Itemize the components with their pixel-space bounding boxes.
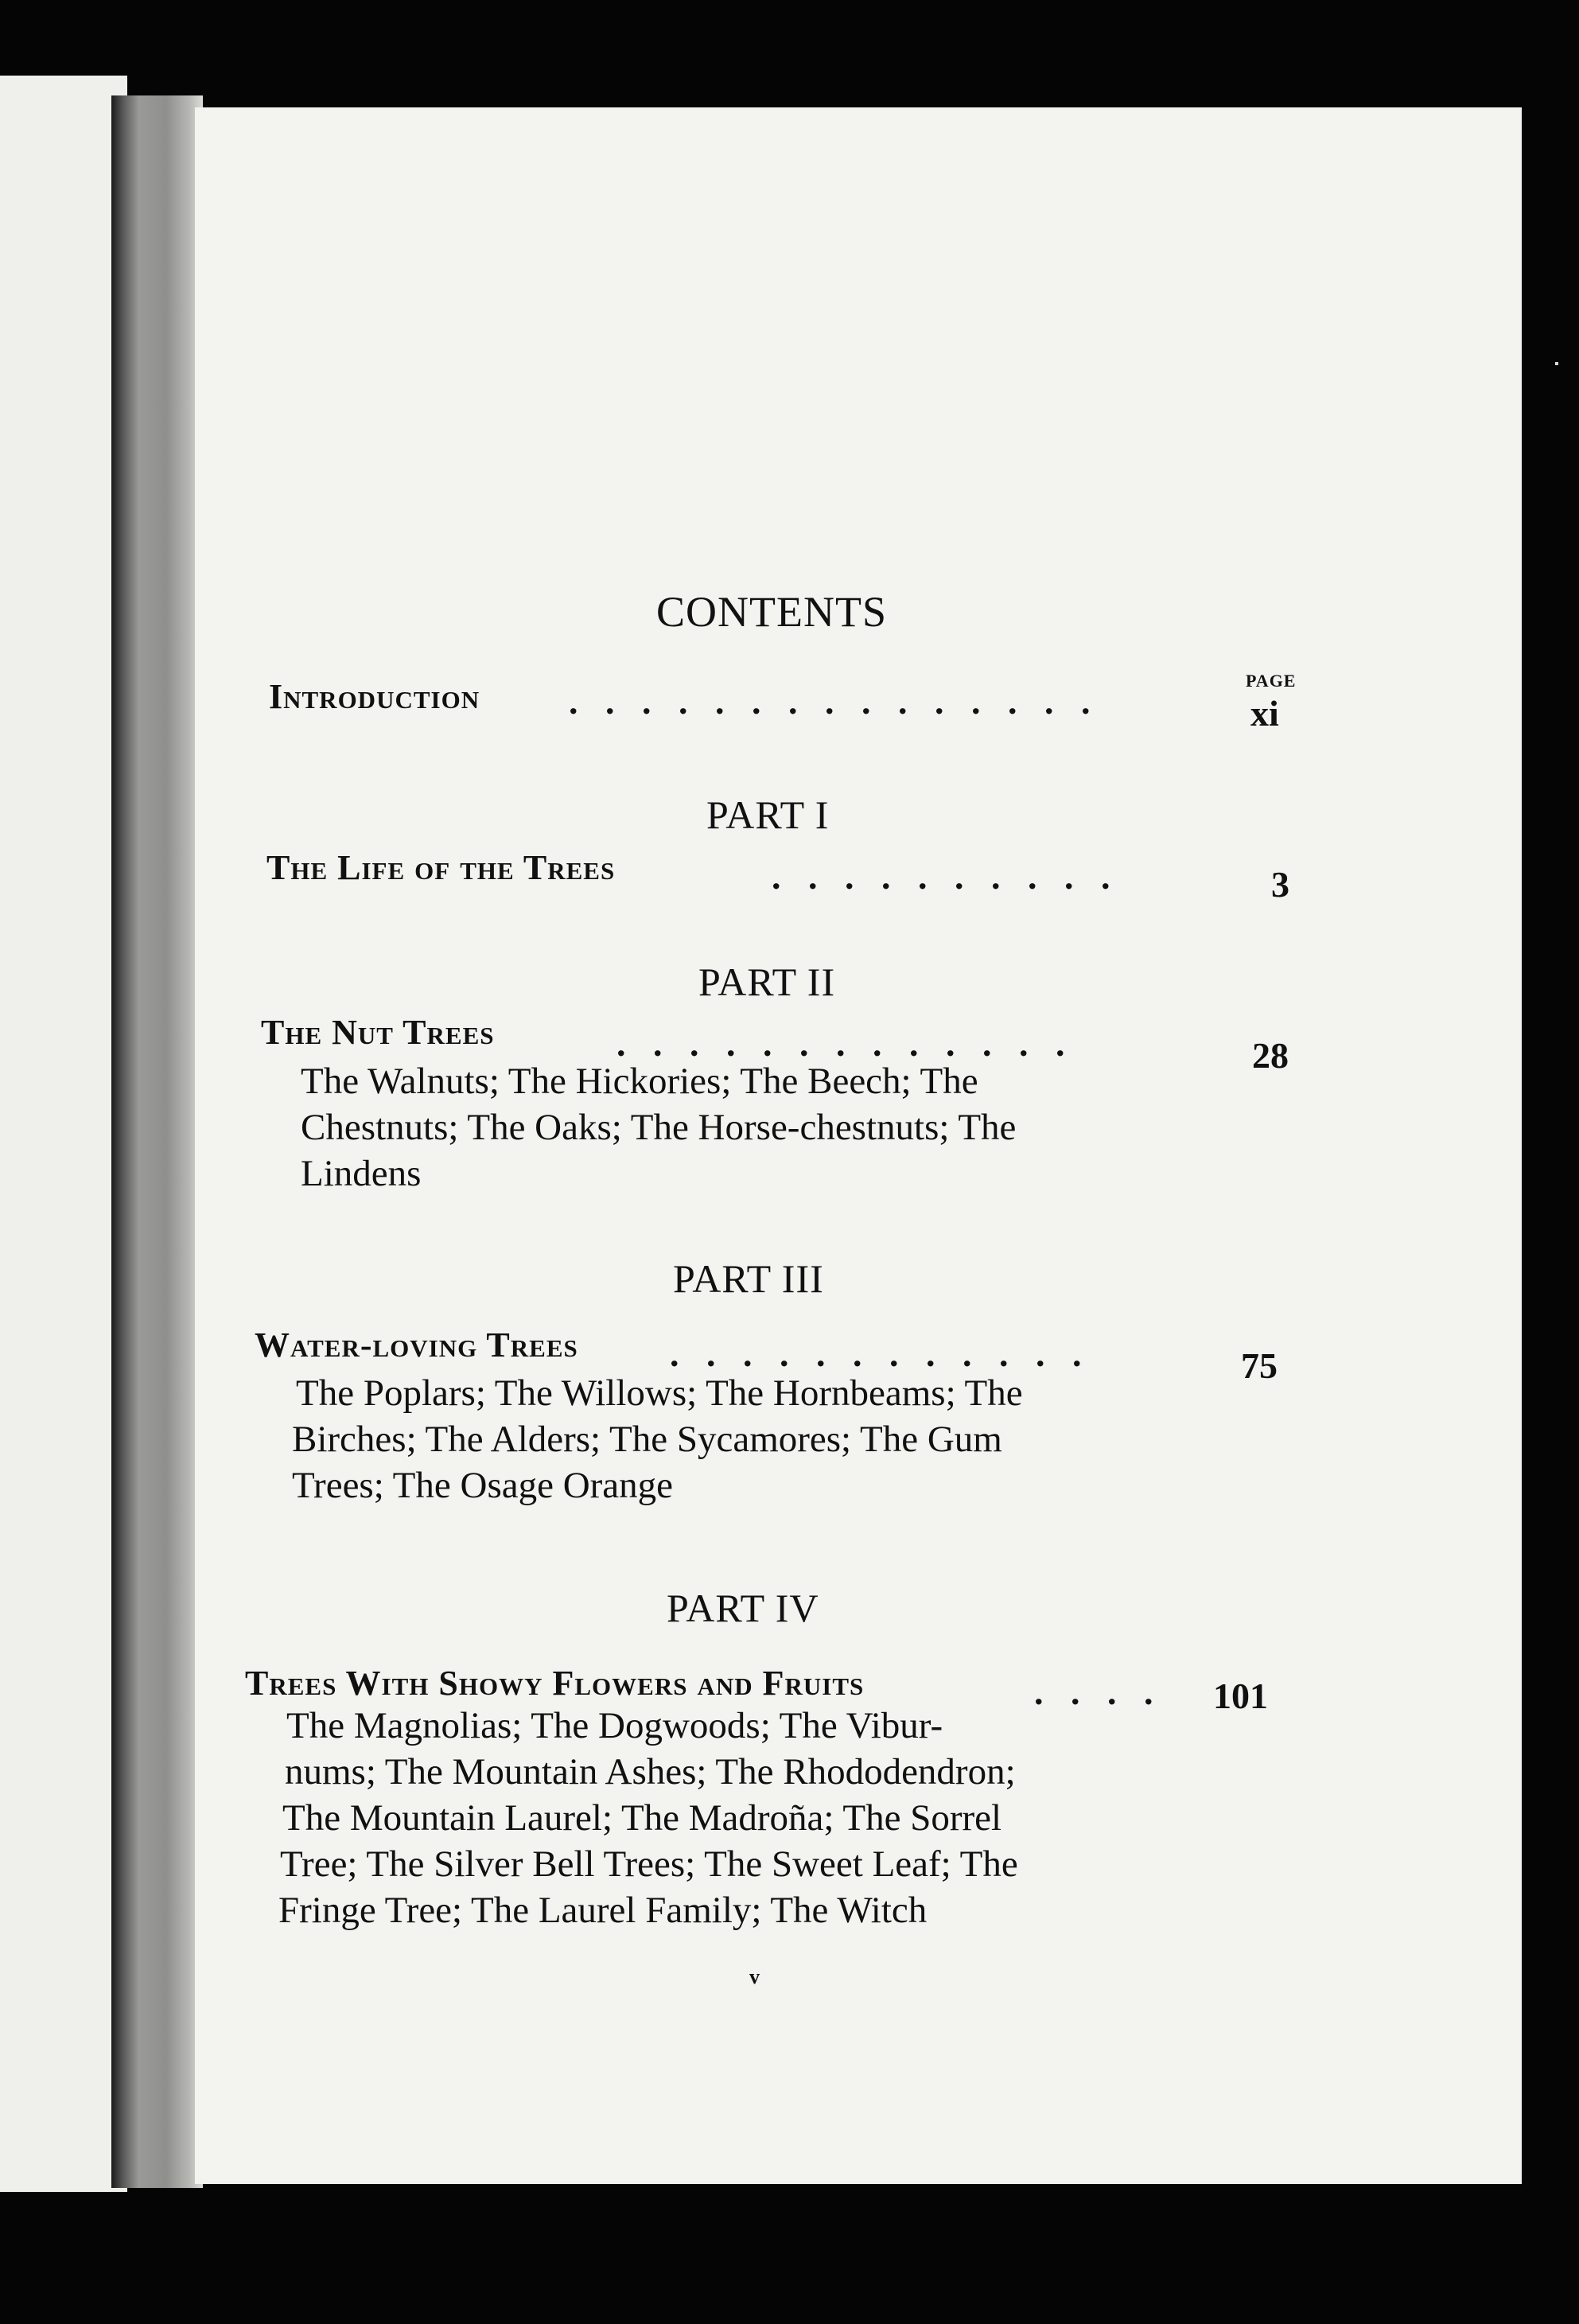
toc-subentry-line: The Magnolias; The Dogwoods; The Vibur- xyxy=(286,1705,943,1746)
toc-subentry-line: Tree; The Silver Bell Trees; The Sweet Leaf; The xyxy=(280,1843,1018,1885)
toc-subentry-line: The Poplars; The Willows; The Hornbeams; The xyxy=(296,1372,1023,1414)
toc-subentry-line: Fringe Tree; The Laurel Family; The Witch xyxy=(278,1890,928,1931)
toc-page-number: 75 xyxy=(1241,1345,1278,1386)
toc-subentry-line: Birches; The Alders; The Sycamores; The Gum xyxy=(292,1419,1002,1460)
toc-entry-introduction: Introduction xyxy=(269,677,480,716)
toc-subentry-line: Lindens xyxy=(301,1153,422,1194)
part-heading: PART III xyxy=(673,1256,824,1301)
leader-dots: . . . . . . . . . . . . . . . xyxy=(569,681,1091,722)
part-heading: PART I xyxy=(706,792,830,837)
toc-page-number: 101 xyxy=(1213,1676,1268,1716)
book-gutter xyxy=(111,95,203,2188)
part-heading: PART II xyxy=(698,960,836,1004)
toc-entry: Water-loving Trees xyxy=(255,1325,578,1364)
leader-dots: . . . . xyxy=(1034,1672,1153,1712)
part-heading: PART IV xyxy=(667,1586,819,1630)
toc-subentry-line: The Mountain Laurel; The Madroña; The Sorrel xyxy=(282,1797,1002,1839)
scan-speck xyxy=(1555,362,1558,365)
toc-page-number: 3 xyxy=(1271,864,1289,905)
toc-entry: The Nut Trees xyxy=(261,1013,495,1052)
left-page-edge xyxy=(0,76,127,2192)
toc-entry: Trees With Showy Flowers and Fruits xyxy=(245,1664,865,1703)
toc-subentry-line: Chestnuts; The Oaks; The Horse-chestnuts; The xyxy=(301,1107,1017,1148)
toc-subentry-line: nums; The Mountain Ashes; The Rhododendron; xyxy=(285,1751,1016,1793)
leader-dots: . . . . . . . . . . . . . xyxy=(616,1023,1065,1064)
page-folio: v xyxy=(749,1965,760,1988)
leader-dots: . . . . . . . . . . . . xyxy=(670,1333,1082,1374)
contents-title: CONTENTS xyxy=(656,588,887,636)
toc-subentry-line: Trees; The Osage Orange xyxy=(292,1465,674,1506)
toc-subentry-line: The Walnuts; The Hickories; The Beech; The xyxy=(301,1061,978,1102)
toc-page-number: xi xyxy=(1250,693,1279,734)
toc-page-number: 28 xyxy=(1252,1035,1289,1076)
page-column-label: PAGE xyxy=(1246,671,1297,691)
leader-dots: . . . . . . . . . . xyxy=(772,856,1110,897)
toc-entry: The Life of the Trees xyxy=(266,848,616,887)
